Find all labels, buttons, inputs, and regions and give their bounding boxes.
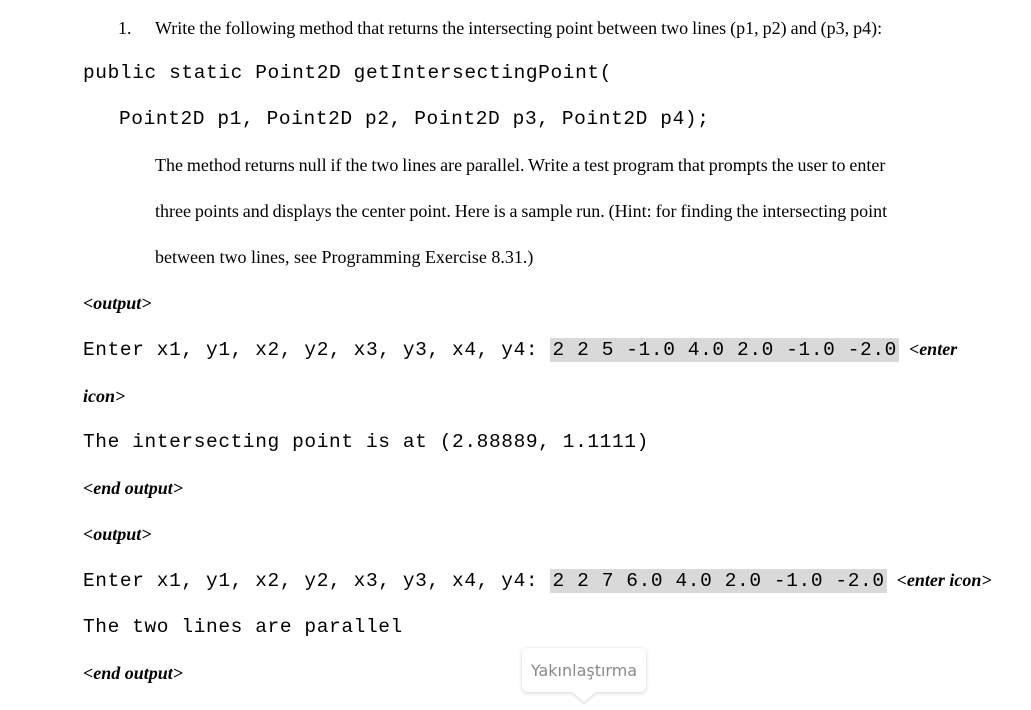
sample-run-2-result: The two lines are parallel bbox=[83, 616, 403, 638]
enter-icon-tag: <enter icon> bbox=[896, 570, 992, 590]
zoom-tooltip-label: Yakınlaştırma bbox=[530, 660, 638, 680]
description-line-1: The method returns null if the two lines are parallel. Write a test program that prompts the user to enter bbox=[155, 155, 886, 175]
input-prompt: Enter x1, y1, x2, y2, x3, y3, x4, y4: bbox=[83, 339, 551, 361]
enter-icon-tag: <enter bbox=[908, 339, 958, 359]
output-close-tag: <end output> bbox=[83, 478, 184, 498]
description-line-3: between two lines, see Programming Exercise 8.31.) bbox=[155, 247, 534, 267]
tooltip-pointer-icon bbox=[572, 692, 596, 702]
user-input-highlight: 2 2 5 -1.0 4.0 2.0 -1.0 -2.0 bbox=[552, 339, 897, 361]
input-prompt: Enter x1, y1, x2, y2, x3, y3, x4, y4: bbox=[83, 570, 551, 592]
output-close-tag: <end output> bbox=[83, 663, 184, 683]
sample-run-1-input-line bbox=[83, 339, 957, 361]
question-intro: Write the following method that returns the intersecting point between two lines (p1, p2) and (p3, p4): bbox=[155, 18, 883, 38]
enter-icon-tag-continued: icon> bbox=[83, 386, 126, 406]
zoom-tooltip bbox=[522, 648, 646, 692]
output-open-tag: <output> bbox=[83, 293, 152, 313]
sample-run-1-result: The intersecting point is at (2.88889, 1.1111) bbox=[83, 431, 649, 453]
sample-run-2-input-line bbox=[83, 570, 992, 592]
user-input-highlight: 2 2 7 6.0 4.0 2.0 -1.0 -2.0 bbox=[552, 570, 885, 592]
code-signature-line-2: Point2D p1, Point2D p2, Point2D p3, Point2D p4); bbox=[119, 108, 710, 130]
code-signature-line-1: public static Point2D getIntersectingPoint( bbox=[83, 62, 612, 84]
question-number: 1. bbox=[118, 18, 132, 38]
description-line-2: three points and displays the center point. Here is a sample run. (Hint: for finding the intersecting point bbox=[155, 201, 888, 221]
output-open-tag: <output> bbox=[83, 524, 152, 544]
